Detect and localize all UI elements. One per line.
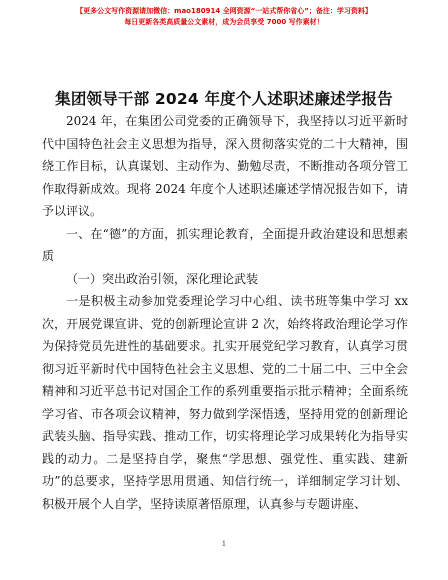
section-heading: 一、在“德”的方面，抓实理论教育，全面提升政治建设和思想素质 [42,226,408,263]
body-paragraph-part2: 二是坚持自学，聚焦“学思想、强党性、重实践、建新功”的总要求，坚持学思用贯通、知信行统一，详细制定学习计划、积极开展个人自学，坚持读原著悟原理，认真参与专题讲座、 [42,451,408,511]
page-number: 1 [221,540,227,548]
document-title: 集团领导干部 2024 年度个人述职述廉述学报告 [55,90,393,108]
banner-line-1: 【更多公文写作资源请加微信：mao180914 全网资源“一站式帮你省心”；备注：学习资料】 [76,7,372,15]
body-paragraph-part1: 一是积极主动参加党委理论学习中心组、读书班等集中学习 xx 次，开展党课宣讲、党的创新理论宣讲 2 次，始终将政治理论学习作为保持党员先进性的基础要求。扎实开展党纪学习教育，认真学习贯彻习近平新时代中国特色社会主义思想、党的二十届二中、三中全会精神和习近平总书记对国企工作的系列重要指示批示精神；全面系统学习省、市各项会议精神，努力做到学深悟透，坚持用党的创新理论武装头脑、指导实践、推动工作，切实将理论学习成果转化为指导实践的动力。 [42,294,408,466]
header-banner [0,6,448,28]
document-body [42,110,408,515]
body-paragraph [42,290,408,515]
intro-paragraph: 2024 年，在集团公司党委的正确领导下，我坚持以习近平新时代中国特色社会主义思想为指导，深入贯彻落实党的二十大精神，围绕工作目标，认真谋划、主动作为、勤勉尽责，不断推动各项分管工作取得新成效。现将 2024 年度个人述职述廉述学情况报告如下，请予以评议。 [42,114,408,218]
banner-line-2: 每日更新各类高质量公文素材，成为会员享受 7000 写作素材！ [124,18,324,26]
subsection-heading: （一）突出政治引领，深化理论武装 [66,271,259,286]
